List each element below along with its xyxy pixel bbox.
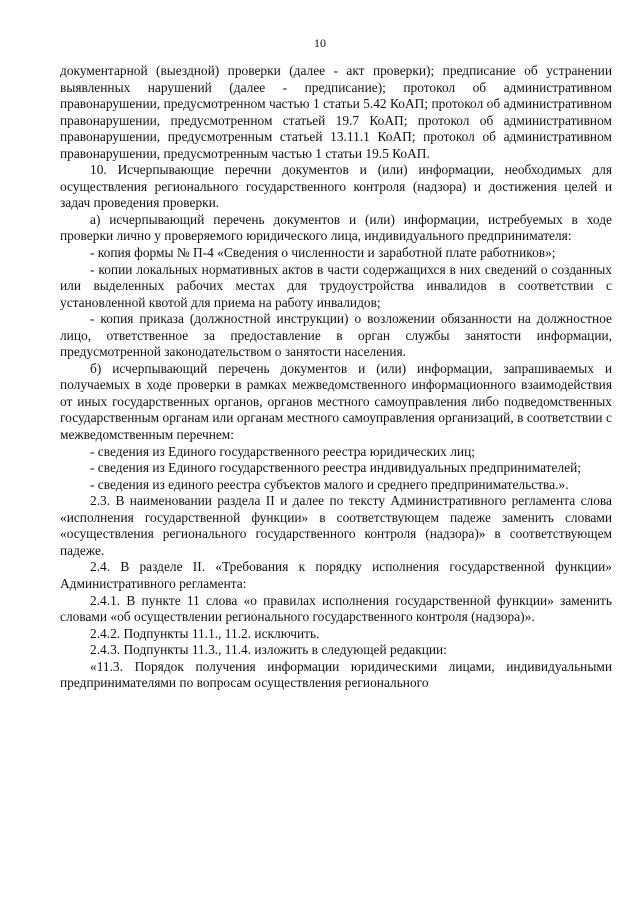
paragraph-2-4-2: 2.4.2. Подпункты 11.1., 11.2. исключить. — [90, 625, 320, 641]
paragraph-subitem-b: б) исчерпывающий перечень документов и (или) информации, запрашиваемых и получаемых в ходе проверки в рамках межведомственного информационного взаимодействия от иных государственных органов, органов местного самоуправления либо подведомственных государственным органам или органам местного самоуправления организаций, в соответствии с межведомственным перечнем: — [60, 360, 612, 443]
list-item-egrip: - сведения из Единого государственного реестра индивидуальных предпринимателей; — [90, 460, 581, 476]
list-item-local-acts: - копии локальных нормативных актов в части содержащихся в них сведений о созданных или выделенных рабочих местах для трудоустройства инвалидов в соответствии с установленной квотой для приема на работу инвалидов; — [60, 261, 612, 310]
list-item-egrul: - сведения из Единого государственного реестра юридических лиц; — [90, 443, 475, 459]
paragraph-subitem-a: а) исчерпывающий перечень документов и (или) информации, истребуемых в ходе проверки лично у проверяемого юридического лица, индивидуального предпринимателя: — [60, 211, 612, 244]
document-body — [60, 63, 612, 692]
paragraph-continuation: документарной (выездной) проверки (далее - акт проверки); предписание об устранении выявленных нарушений (далее - предписание); протокол об административном правонарушении, предусмотренном частью 1 статьи 5.42 КоАП; протокол об административном правонарушении, предусмотренном статьей 19.7 КоАП; протокол об административном правонарушении, предусмотренным статьей 13.11.1 КоАП; протокол об административном правонарушении, предусмотренным частью 1 статьи 19.5 КоАП. — [60, 63, 612, 161]
paragraph-item-10: 10. Исчерпывающие перечни документов и (или) информации, необходимых для осуществления регионального государственного контроля (надзора) и достижения целей и задач проведения проверки. — [60, 162, 612, 211]
paragraph-2-4-1: 2.4.1. В пункте 11 слова «о правилах исполнения государственной функции» заменить словами «об осуществлении регионального государственного контроля (надзора)». — [60, 592, 612, 625]
paragraph-11-3: «11.3. Порядок получения информации юридическими лицами, индивидуальными предпринимателями по вопросам осуществления регионального — [60, 658, 612, 691]
page-number: 10 — [314, 36, 326, 50]
paragraph-2-4: 2.4. В разделе II. «Требования к порядку исполнения государственной функции» Административного регламента: — [60, 559, 612, 591]
list-item-form-p4: - копия формы № П-4 «Сведения о численности и заработной плате работников»; — [90, 245, 556, 261]
list-item-sme-registry: - сведения из единого реестра субъектов малого и среднего предпринимательства.». — [90, 476, 569, 492]
paragraph-2-3: 2.3. В наименовании раздела II и далее по тексту Административного регламента слова «исполнения государственной функции» в соответствующем падеже заменить словами «осуществления регионального государственного контроля (надзора)» в соответствующем падеже. — [60, 493, 612, 558]
paragraph-2-4-3: 2.4.3. Подпункты 11.3., 11.4. изложить в следующей редакции: — [90, 642, 447, 658]
list-item-order-copy: - копия приказа (должностной инструкции) о возложении обязанности на должностное лицо, ответственное за предоставление в орган службы занятости информации, предусмотренной законодательством о занятости населения. — [60, 311, 612, 360]
